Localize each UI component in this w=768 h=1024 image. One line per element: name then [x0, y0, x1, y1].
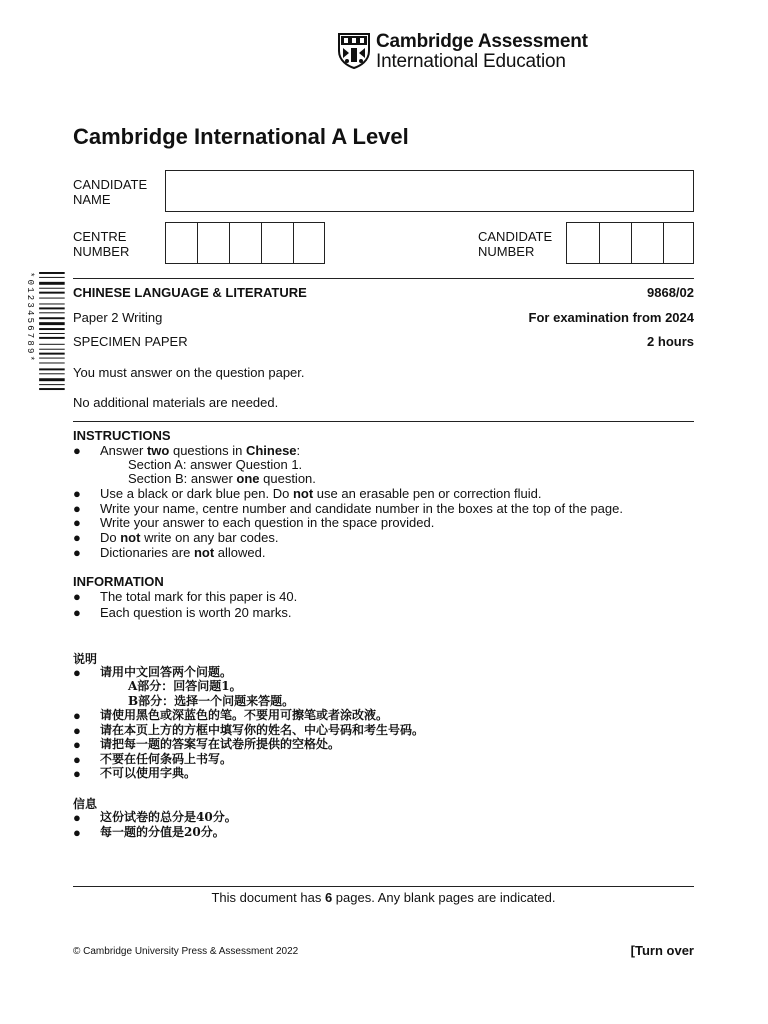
xinxi-heading: 信息 — [73, 797, 98, 811]
candidate-number-field[interactable] — [566, 222, 694, 264]
candidate-number-label: CANDIDATE NUMBER — [478, 229, 553, 259]
centre-number-field[interactable] — [165, 222, 325, 264]
logo-line-1: Cambridge Assessment — [376, 31, 588, 52]
copyright: © Cambridge University Press & Assessment 2022 — [73, 946, 299, 957]
pages-note: This document has 6 pages. Any blank pages are indicated. — [211, 890, 556, 905]
cambridge-shield-icon — [338, 33, 370, 69]
list-item: A部分：回答问题1。 — [128, 679, 242, 693]
candidate-name-field[interactable] — [165, 170, 694, 212]
exam-from: For examination from 2024 — [528, 310, 694, 325]
turn-over: [Turn over — [630, 943, 694, 958]
page-title: Cambridge International A Level — [73, 124, 409, 149]
answer-note: You must answer on the question paper. — [73, 365, 305, 380]
duration: 2 hours — [647, 334, 694, 349]
divider — [73, 886, 694, 887]
paper-code: 9868/02 — [647, 285, 694, 300]
divider — [73, 421, 694, 422]
instructions-heading: INSTRUCTIONS — [73, 428, 171, 443]
list-item: Section B: answer one question. — [128, 471, 316, 486]
centre-number-label: CENTRE NUMBER — [73, 229, 130, 259]
list-item: Section A: answer Question 1. — [128, 457, 303, 472]
shuoming-heading: 说明 — [73, 652, 98, 666]
barcode-digits: *0123456789* — [25, 272, 35, 364]
divider — [73, 278, 694, 279]
subject: CHINESE LANGUAGE & LITERATURE — [73, 285, 307, 300]
candidate-name-label: CANDIDATE NAME — [73, 177, 148, 207]
materials-note: No additional materials are needed. — [73, 395, 279, 410]
specimen-label: SPECIMEN PAPER — [73, 334, 188, 349]
information-heading: INFORMATION — [73, 574, 164, 589]
paper-name: Paper 2 Writing — [73, 310, 163, 325]
list-item: B部分：选择一个问题来答题。 — [128, 694, 295, 708]
logo-line-2: International Education — [376, 51, 566, 72]
